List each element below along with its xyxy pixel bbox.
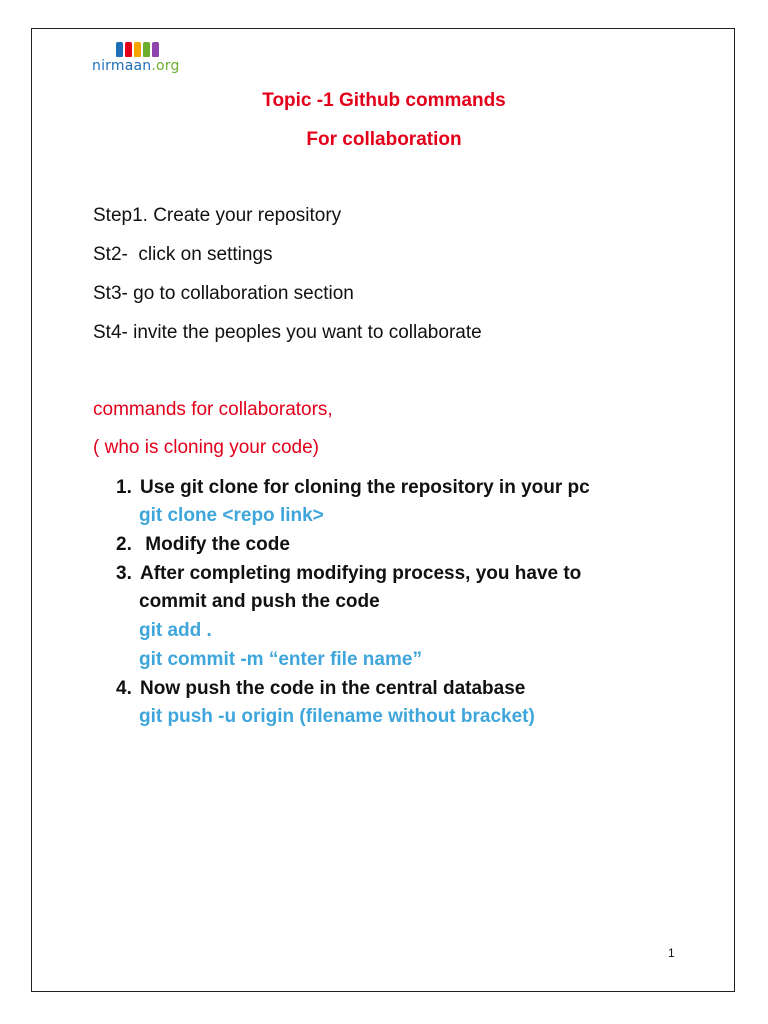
command-git-add: git add . — [139, 620, 212, 641]
logo-text: nirmaan.org — [92, 58, 180, 74]
list-item-2: 2. Modify the code — [116, 534, 290, 555]
step-4: St4- invite the peoples you want to collaborate — [93, 322, 482, 343]
logo-figures-icon — [116, 42, 159, 57]
list-item-1: 1. Use git clone for cloning the repository in your pc — [116, 477, 590, 498]
nirmaan-logo — [92, 42, 180, 76]
title-line-2: For collaboration — [306, 129, 462, 150]
step-3: St3- go to collaboration section — [93, 283, 354, 304]
command-git-clone: git clone <repo link> — [139, 505, 324, 526]
list-item-4: 4. Now push the code in the central database — [116, 678, 526, 699]
collaborators-subheading: ( who is cloning your code) — [93, 437, 319, 458]
command-git-push: git push -u origin (filename without bracket) — [139, 706, 535, 727]
page-number: 1 — [668, 946, 675, 960]
collaborators-heading: commands for collaborators, — [93, 399, 333, 420]
command-git-commit: git commit -m “enter file name” — [139, 649, 422, 670]
step-2: St2- click on settings — [93, 244, 273, 265]
list-item-3-continued: commit and push the code — [139, 591, 380, 612]
list-item-3: 3. After completing modifying process, you have to — [116, 563, 582, 584]
step-1: Step1. Create your repository — [93, 205, 342, 226]
page-border — [31, 28, 735, 992]
title-line-1: Topic -1 Github commands — [262, 90, 506, 111]
